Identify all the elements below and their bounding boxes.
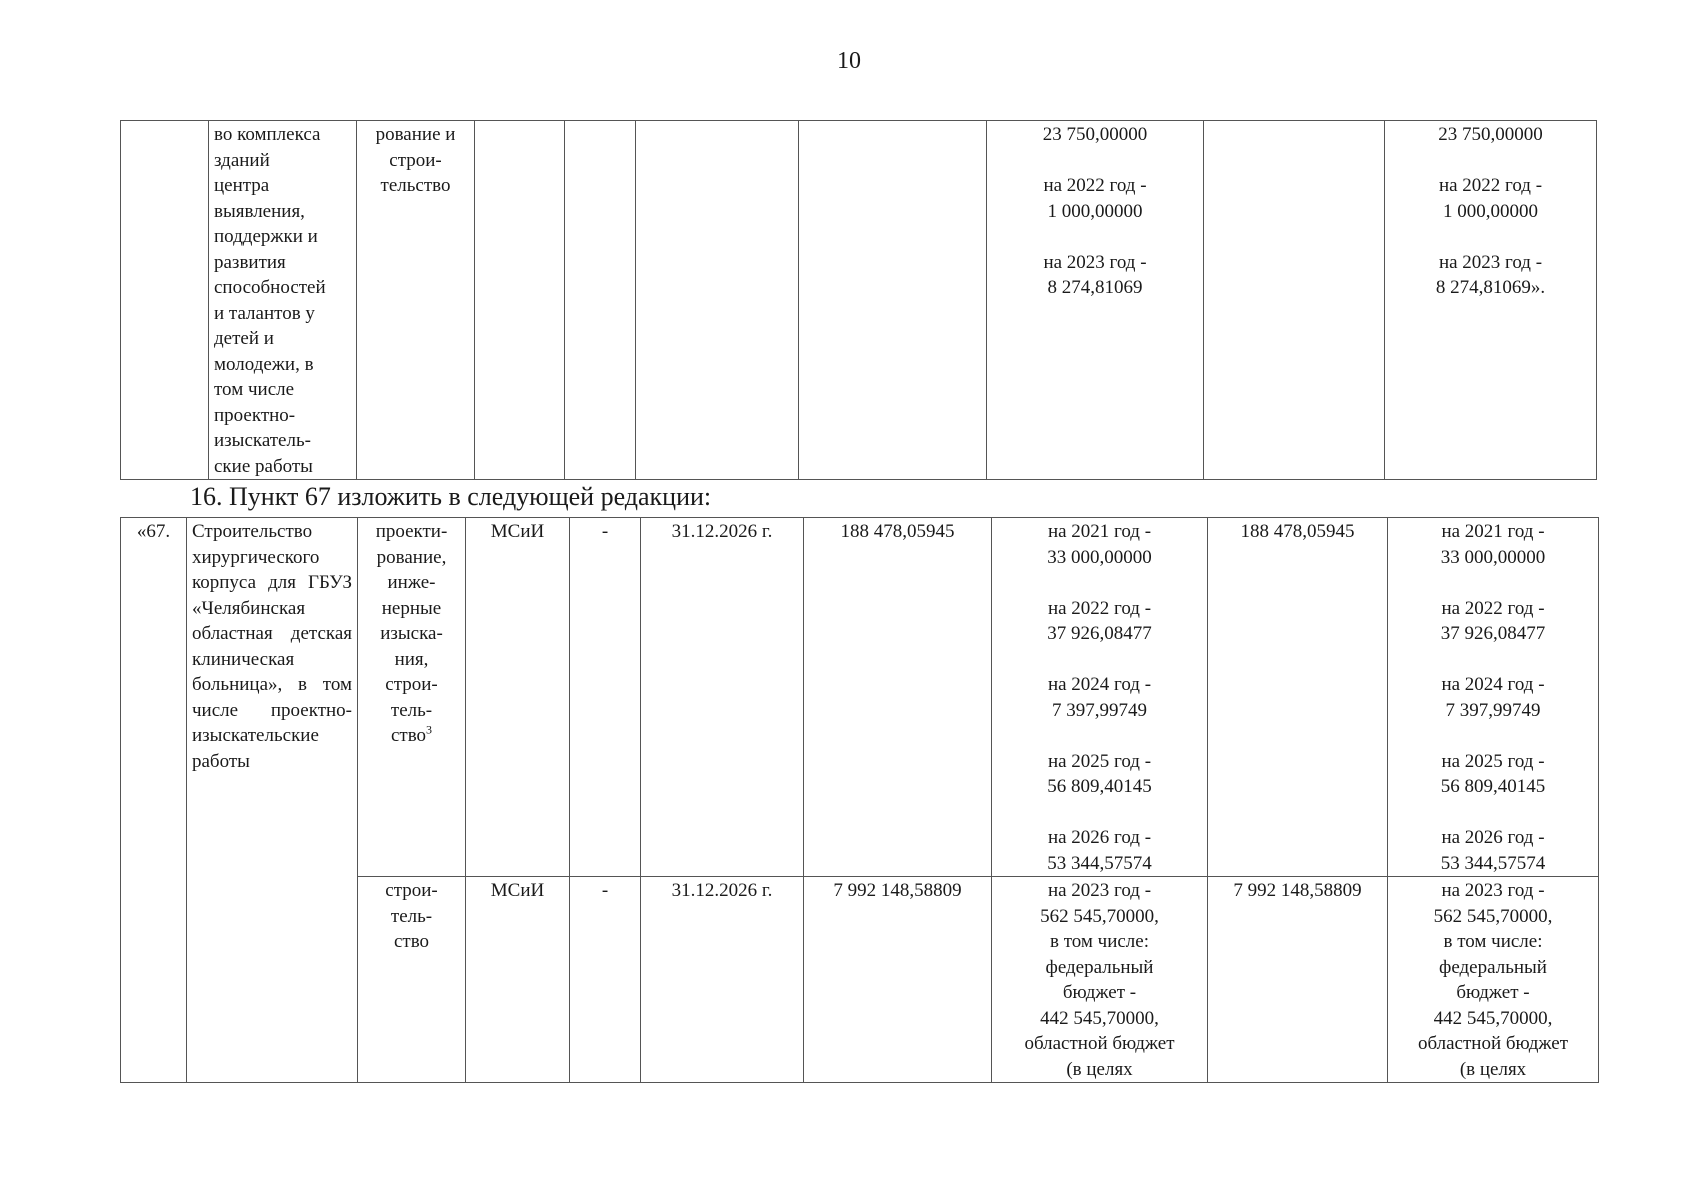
cell-cost-b: 7 992 148,58809 [1208, 877, 1388, 1083]
cell-customer: МСиИ [466, 518, 570, 877]
cell-cost-b [1204, 121, 1385, 480]
cell-cost-b: 188 478,05945 [1208, 518, 1388, 877]
cell-work-type: строи- тель- ство [358, 877, 466, 1083]
cell-finance-a [987, 121, 1204, 480]
cell-cost: 188 478,05945 [804, 518, 992, 877]
finance-year-value: 7 397,99749 [1445, 699, 1541, 721]
cell-finance-b [1385, 121, 1597, 480]
table-row [121, 121, 1597, 480]
finance-year-label: на 2021 год - [1047, 521, 1152, 542]
finance-year-label: на 2024 год - [1441, 674, 1545, 695]
cell-deadline [636, 121, 799, 480]
cell-customer: МСиИ [466, 877, 570, 1083]
cell-finance-b: на 2023 год - 562 545,70000, в том числе: федеральный бюджет - 442 545,70000, областной бюджет (в целях [1388, 877, 1599, 1083]
page-number: 10 [837, 48, 861, 74]
cell-cost: 7 992 148,58809 [804, 877, 992, 1083]
table-continuation [120, 120, 1597, 480]
cell-finance-a [992, 518, 1208, 877]
finance-year-value: 1 000,00000 [1443, 200, 1538, 222]
finance-year-value: 33 000,00000 [1440, 546, 1546, 568]
work-type-text: проекти- рование, инже- нерные изыска- ния, строи- тель- ство [375, 521, 448, 746]
finance-year-value: 53 344,57574 [1047, 852, 1152, 874]
cell-deadline: 31.12.2026 г. [641, 877, 804, 1083]
cell-work-type [358, 518, 466, 877]
finance-total: 23 750,00000 [1438, 124, 1543, 145]
finance-year-value: 56 809,40145 [1047, 776, 1152, 797]
finance-year-label: на 2026 год - [1047, 827, 1152, 848]
finance-year-value: 56 809,40145 [1440, 776, 1546, 797]
finance-year-label: на 2022 год - [1043, 175, 1147, 196]
finance-year-value: 37 926,08477 [1440, 623, 1546, 644]
cell-dash: - [570, 877, 641, 1083]
finance-year-value: 37 926,08477 [1047, 623, 1152, 644]
finance-year-label: на 2021 год - [1441, 521, 1545, 542]
finance-year-label: на 2022 год - [1441, 597, 1545, 619]
cell-object-name: Строительство хирургического корпуса для ГБУЗ «Челябинская областная детская клиническая больница», в том числе проектно-изыскательские работы [187, 518, 358, 1083]
cell-cost [799, 121, 987, 480]
finance-year-value: 8 274,81069». [1435, 277, 1546, 298]
cell-customer [475, 121, 565, 480]
cell-work-type: рование и строи- тельство [357, 121, 475, 480]
finance-year-label: на 2022 год - [1047, 597, 1152, 619]
finance-year-value: 7 397,99749 [1052, 699, 1147, 721]
cell-number [121, 121, 209, 480]
finance-year-value: 53 344,57574 [1440, 852, 1546, 874]
cell-finance-b [1388, 518, 1599, 877]
cell-number: «67. [121, 518, 187, 1083]
finance-year-label: на 2024 год - [1047, 674, 1152, 695]
finance-year-label: на 2023 год - [1438, 251, 1543, 273]
footnote-mark: 3 [426, 722, 433, 737]
section-heading: 16. Пункт 67 изложить в следующей редакции: [190, 482, 712, 511]
cell-finance-a: на 2023 год - 562 545,70000, в том числе: федеральный бюджет - 442 545,70000, областной бюджет (в целях [992, 877, 1208, 1083]
finance-year-value: 33 000,00000 [1047, 546, 1152, 568]
finance-year-label: на 2023 год - [1043, 251, 1147, 273]
finance-total: 23 750,00000 [1042, 124, 1148, 145]
cell-object-name: во комплекса зданий центра выявления, поддержки и развития способностей и талантов у детей и молодежи, в том числе проектно- изыскатель- ские работы [209, 121, 357, 480]
finance-year-label: на 2025 год - [1047, 750, 1152, 772]
finance-year-label: на 2026 год - [1441, 827, 1545, 848]
finance-year-value: 8 274,81069 [1047, 277, 1143, 298]
table-row [121, 518, 1599, 877]
cell-dash: - [570, 518, 641, 877]
table-item-67 [120, 517, 1599, 1083]
cell-dash [565, 121, 636, 480]
finance-year-label: на 2025 год - [1441, 750, 1545, 772]
cell-deadline: 31.12.2026 г. [641, 518, 804, 877]
finance-year-value: 1 000,00000 [1047, 200, 1143, 222]
finance-year-label: на 2022 год - [1438, 175, 1543, 196]
